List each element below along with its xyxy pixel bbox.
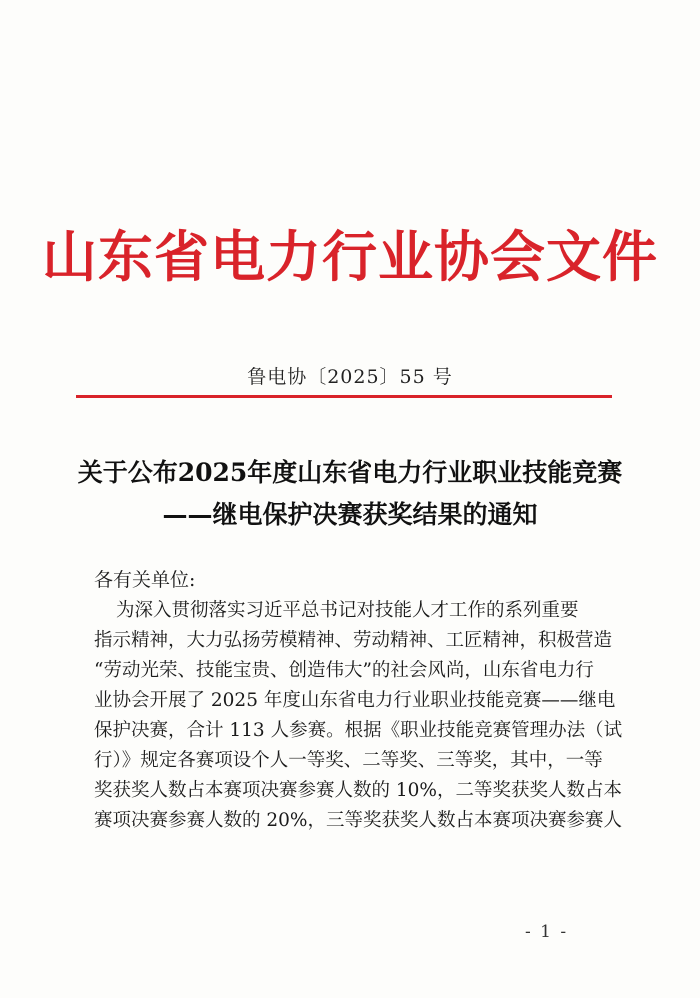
body-line: 行）》规定各赛项设个人一等奖、二等奖、三等奖，其中，一等: [94, 750, 603, 771]
document-number: 鲁电协〔2025〕55 号: [247, 366, 453, 388]
page-number: - 1 -: [525, 922, 569, 942]
org-header-title: 山东省电力行业协会文件: [41, 224, 658, 289]
body-line: “劳动光荣、技能宝贵、创造伟大”的社会风尚，山东省电力行: [94, 660, 594, 681]
body-line: 指示精神，大力弘扬劳模精神、劳动精神、工匠精神，积极营造: [94, 630, 613, 651]
body-line: 保护决赛，合计 113 人参赛。根据《职业技能竞赛管理办法（试: [94, 720, 623, 741]
body-line: 赛项决赛参赛人数的 20%，三等奖获奖人数占本赛项决赛参赛人: [94, 810, 623, 831]
body-line: 奖获奖人数占本赛项决赛参赛人数的 10%，二等奖获奖人数占本: [94, 780, 623, 801]
salutation: 各有关单位:: [94, 569, 196, 591]
body-line: 为深入贯彻落实习近平总书记对技能人才工作的系列重要: [116, 600, 579, 621]
notice-title-line-2: ——继电保护决赛获奖结果的通知: [162, 500, 538, 529]
body-paragraph: [94, 596, 634, 836]
body-line: 业协会开展了 2025 年度山东省电力行业职业技能竞赛——继电: [94, 690, 616, 711]
notice-title-line-1: 关于公布2025年度山东省电力行业职业技能竞赛: [77, 458, 623, 487]
red-divider-line: [76, 395, 612, 398]
notice-title: [0, 452, 700, 536]
